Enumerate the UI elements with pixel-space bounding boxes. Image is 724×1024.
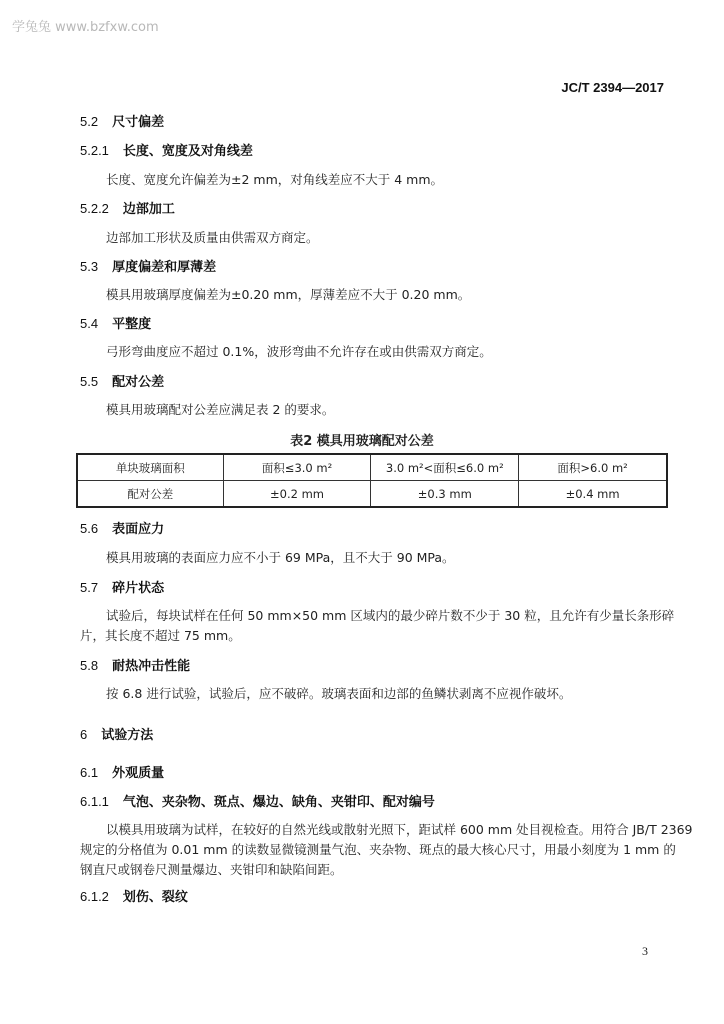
section-title: 平整度 (112, 317, 152, 332)
paragraph-5-6: 模具用玻璃的表面应力应不小于 69 MPa，且不大于 90 MPa。 (106, 550, 455, 565)
page-number: 3 (642, 944, 648, 958)
table-cell: 配对公差 (77, 481, 223, 508)
section-number: 5.8 (80, 658, 99, 673)
section-title: 外观质量 (112, 766, 165, 781)
section-number: 5.7 (80, 580, 99, 595)
paragraph-6-1-1-line2: 规定的分格值为 0.01 mm 的读数显微镜测量气泡、夹杂物、斑点的最大核心尺寸，用最小刻度为 1 mm 的 (80, 842, 676, 857)
paragraph-5-2-1: 长度、宽度允许偏差为±2 mm，对角线差应不大于 4 mm。 (106, 172, 444, 187)
table-header-cell: 面积>6.0 m² (519, 454, 667, 481)
section-title: 边部加工 (122, 202, 175, 217)
section-title: 表面应力 (112, 522, 165, 537)
heading-5-2-2 (80, 198, 175, 217)
paragraph-5-2-2: 边部加工形状及质量由供需双方商定。 (106, 230, 319, 245)
paragraph-6-1-1-line3: 钢直尺或钢卷尺测量爆边、夹钳印和缺陷间距。 (80, 862, 343, 877)
paragraph-5-4: 弓形弯曲度应不超过 0.1%，波形弯曲不允许存在或由供需双方商定。 (106, 344, 492, 359)
table-header-cell: 单块玻璃面积 (77, 454, 223, 481)
section-title: 试验方法 (101, 728, 154, 743)
section-title: 碎片状态 (112, 581, 165, 596)
paragraph-5-3: 模具用玻璃厚度偏差为±0.20 mm，厚薄差应不大于 0.20 mm。 (106, 287, 471, 302)
paragraph-5-7-line1: 试验后，每块试样在任何 50 mm×50 mm 区域内的最少碎片数不少于 30 粒，且允许有少量长条形碎 (106, 608, 675, 623)
tolerance-table (76, 453, 668, 508)
section-number: 5.4 (80, 316, 99, 331)
section-title: 气泡、夹杂物、斑点、爆边、缺角、夹钳印、配对编号 (122, 795, 435, 810)
section-number: 6.1 (80, 765, 99, 780)
section-number: 6.1.2 (80, 889, 109, 904)
heading-6-1 (80, 762, 164, 781)
section-title: 厚度偏差和厚薄差 (112, 260, 217, 275)
heading-6-1-2 (80, 886, 188, 905)
watermark: 学兔兔 www.bzfxw.com (12, 20, 159, 35)
paragraph-5-7-line2: 片，其长度不超过 75 mm。 (80, 628, 241, 643)
paragraph-6-1-1-line1: 以模具用玻璃为试样，在较好的自然光线或散射光照下，距试样 600 mm 处目视检查。用符合 JB/T 2369 (106, 822, 693, 837)
table-header-cell: 3.0 m²<面积≤6.0 m² (371, 454, 519, 481)
heading-5-5 (80, 371, 164, 390)
section-title: 划伤、裂纹 (122, 890, 188, 905)
section-title: 尺寸偏差 (112, 115, 165, 130)
heading-5-6 (80, 518, 164, 537)
heading-5-4 (80, 313, 151, 332)
section-number: 5.6 (80, 521, 99, 536)
section-title: 耐热冲击性能 (112, 659, 191, 674)
table-cell: ±0.2 mm (223, 481, 371, 508)
heading-5-7 (80, 577, 164, 596)
heading-5-2 (80, 111, 164, 130)
table-title: 表2 模具用玻璃配对公差 (290, 434, 434, 449)
section-number: 6 (80, 727, 88, 742)
section-title: 配对公差 (112, 375, 165, 390)
table-header-cell: 面积≤3.0 m² (223, 454, 371, 481)
heading-5-3 (80, 256, 216, 275)
table-cell: ±0.4 mm (519, 481, 667, 508)
heading-6-1-1 (80, 791, 435, 810)
table-row (77, 481, 667, 508)
section-number: 6.1.1 (80, 794, 109, 809)
heading-5-8 (80, 655, 190, 674)
section-number: 5.3 (80, 259, 99, 274)
paragraph-5-5: 模具用玻璃配对公差应满足表 2 的要求。 (106, 402, 335, 417)
section-number: 5.2 (80, 114, 99, 129)
section-title: 长度、宽度及对角线差 (122, 144, 253, 159)
heading-6 (80, 724, 153, 743)
standard-code: JC/T 2394—2017 (561, 80, 664, 95)
section-number: 5.2.2 (80, 201, 109, 216)
table-cell: ±0.3 mm (371, 481, 519, 508)
section-number: 5.5 (80, 374, 99, 389)
paragraph-5-8: 按 6.8 进行试验，试验后，应不破碎。玻璃表面和边部的鱼鳞状剥离不应视作破坏。 (106, 686, 572, 701)
heading-5-2-1 (80, 140, 253, 159)
section-number: 5.2.1 (80, 143, 109, 158)
table-row (77, 454, 667, 481)
